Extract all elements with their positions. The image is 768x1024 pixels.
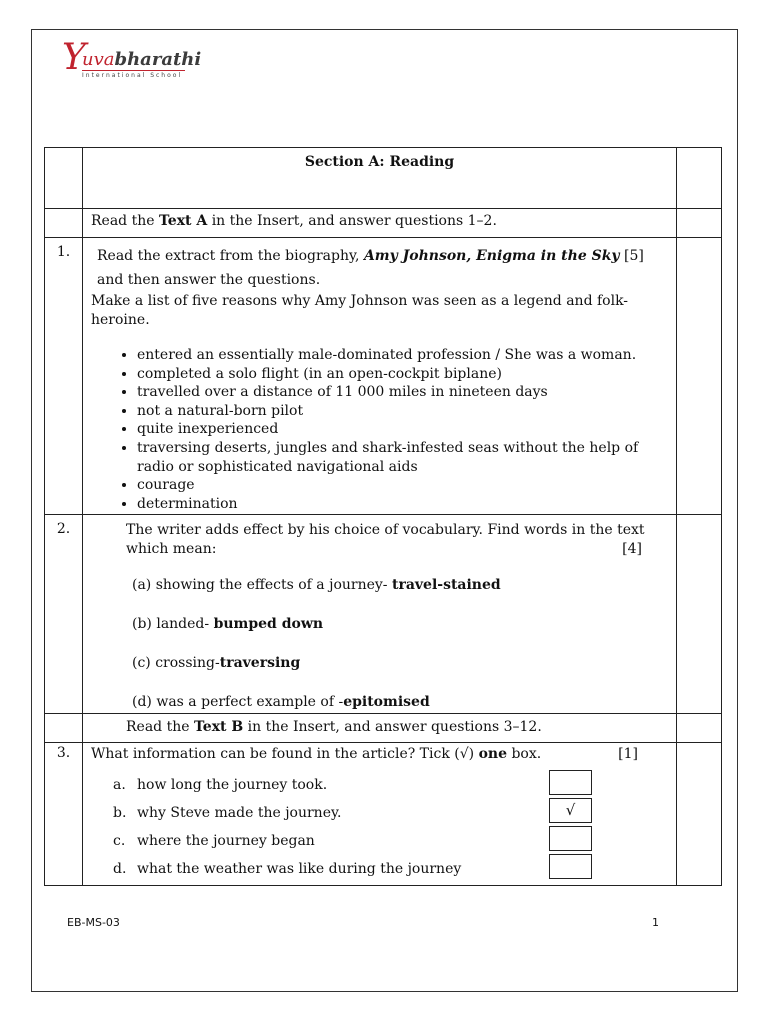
logo-rule — [82, 70, 185, 71]
q1-answer-list — [91, 346, 672, 513]
q1-prompt: Make a list of five reasons why Amy Johnson was seen as a legend and folk-heroine. — [91, 293, 629, 328]
q3-marks: [1] — [618, 746, 638, 762]
q2-prompt-line2: which mean: [4] — [126, 541, 642, 557]
exam-table — [44, 147, 722, 886]
question-3-row — [45, 743, 722, 886]
q2-item: (c) crossing-traversing — [132, 655, 301, 671]
q2-prompt-line1: The writer adds effect by his choice of vocabulary. Find words in the text — [126, 522, 645, 538]
question-number: 3. — [45, 743, 83, 886]
section-row — [45, 148, 722, 209]
q2-item: (b) landed- bumped down — [132, 616, 324, 632]
list-item: • entered an essentially male-dominated profession / She was a woman. — [137, 346, 672, 365]
list-item: • quite inexperienced — [137, 420, 672, 439]
list-item: • determination — [137, 495, 672, 514]
intro-b-row — [45, 714, 722, 743]
q1-line1: Read the extract from the biography, Amy Johnson, Enigma in the Sky [5] — [97, 248, 644, 264]
q3-prompt: What information can be found in the article? Tick (√) one box. [1] — [91, 746, 638, 762]
option-row: a. how long the journey took. — [113, 773, 672, 801]
question-2-body — [83, 515, 677, 714]
list-item: • travelled over a distance of 11 000 miles in nineteen days — [137, 383, 672, 402]
list-item: • courage — [137, 476, 672, 495]
intro-b: Read the Text B in the Insert, and answer questions 3–12. — [83, 714, 677, 743]
school-logo — [62, 37, 202, 86]
page-number: 1 — [652, 916, 659, 929]
tick-box[interactable] — [549, 854, 592, 879]
intro-a-row — [45, 209, 722, 238]
list-item: • not a natural-born pilot — [137, 402, 672, 421]
logo-subtitle: International School — [82, 72, 183, 79]
question-number: 1. — [45, 238, 83, 515]
option-row: d. what the weather was like during the journey — [113, 857, 672, 885]
q3-options — [113, 773, 672, 885]
list-item: • traversing deserts, jungles and shark-infested seas without the help of radio or sophisticated navigational aids — [137, 439, 672, 476]
question-1-body — [83, 238, 677, 515]
q2-marks: [4] — [622, 541, 642, 557]
option-row: c. where the journey began — [113, 829, 672, 857]
q2-item: (d) was a perfect example of -epitomised — [132, 694, 430, 710]
question-number: 2. — [45, 515, 83, 714]
q1-marks: [5] — [624, 248, 644, 264]
tick-box[interactable] — [549, 770, 592, 795]
question-1-row — [45, 238, 722, 515]
logo-name: uvabharathi — [82, 49, 202, 70]
footer-code: EB-MS-03 — [67, 916, 120, 929]
intro-a: Read the Text A in the Insert, and answer questions 1–2. — [83, 209, 677, 238]
tick-box[interactable]: √ — [549, 798, 592, 823]
option-row: b. why Steve made the journey. √ — [113, 801, 672, 829]
tick-box[interactable] — [549, 826, 592, 851]
q1-line2: and then answer the questions. — [97, 272, 321, 288]
logo-initial: Y — [62, 37, 86, 78]
question-3-body — [83, 743, 677, 886]
section-title: Section A: Reading — [83, 148, 677, 209]
list-item: • completed a solo flight (in an open-cockpit biplane) — [137, 365, 672, 384]
question-2-row — [45, 515, 722, 714]
q2-item: (a) showing the effects of a journey- travel-stained — [132, 577, 501, 593]
